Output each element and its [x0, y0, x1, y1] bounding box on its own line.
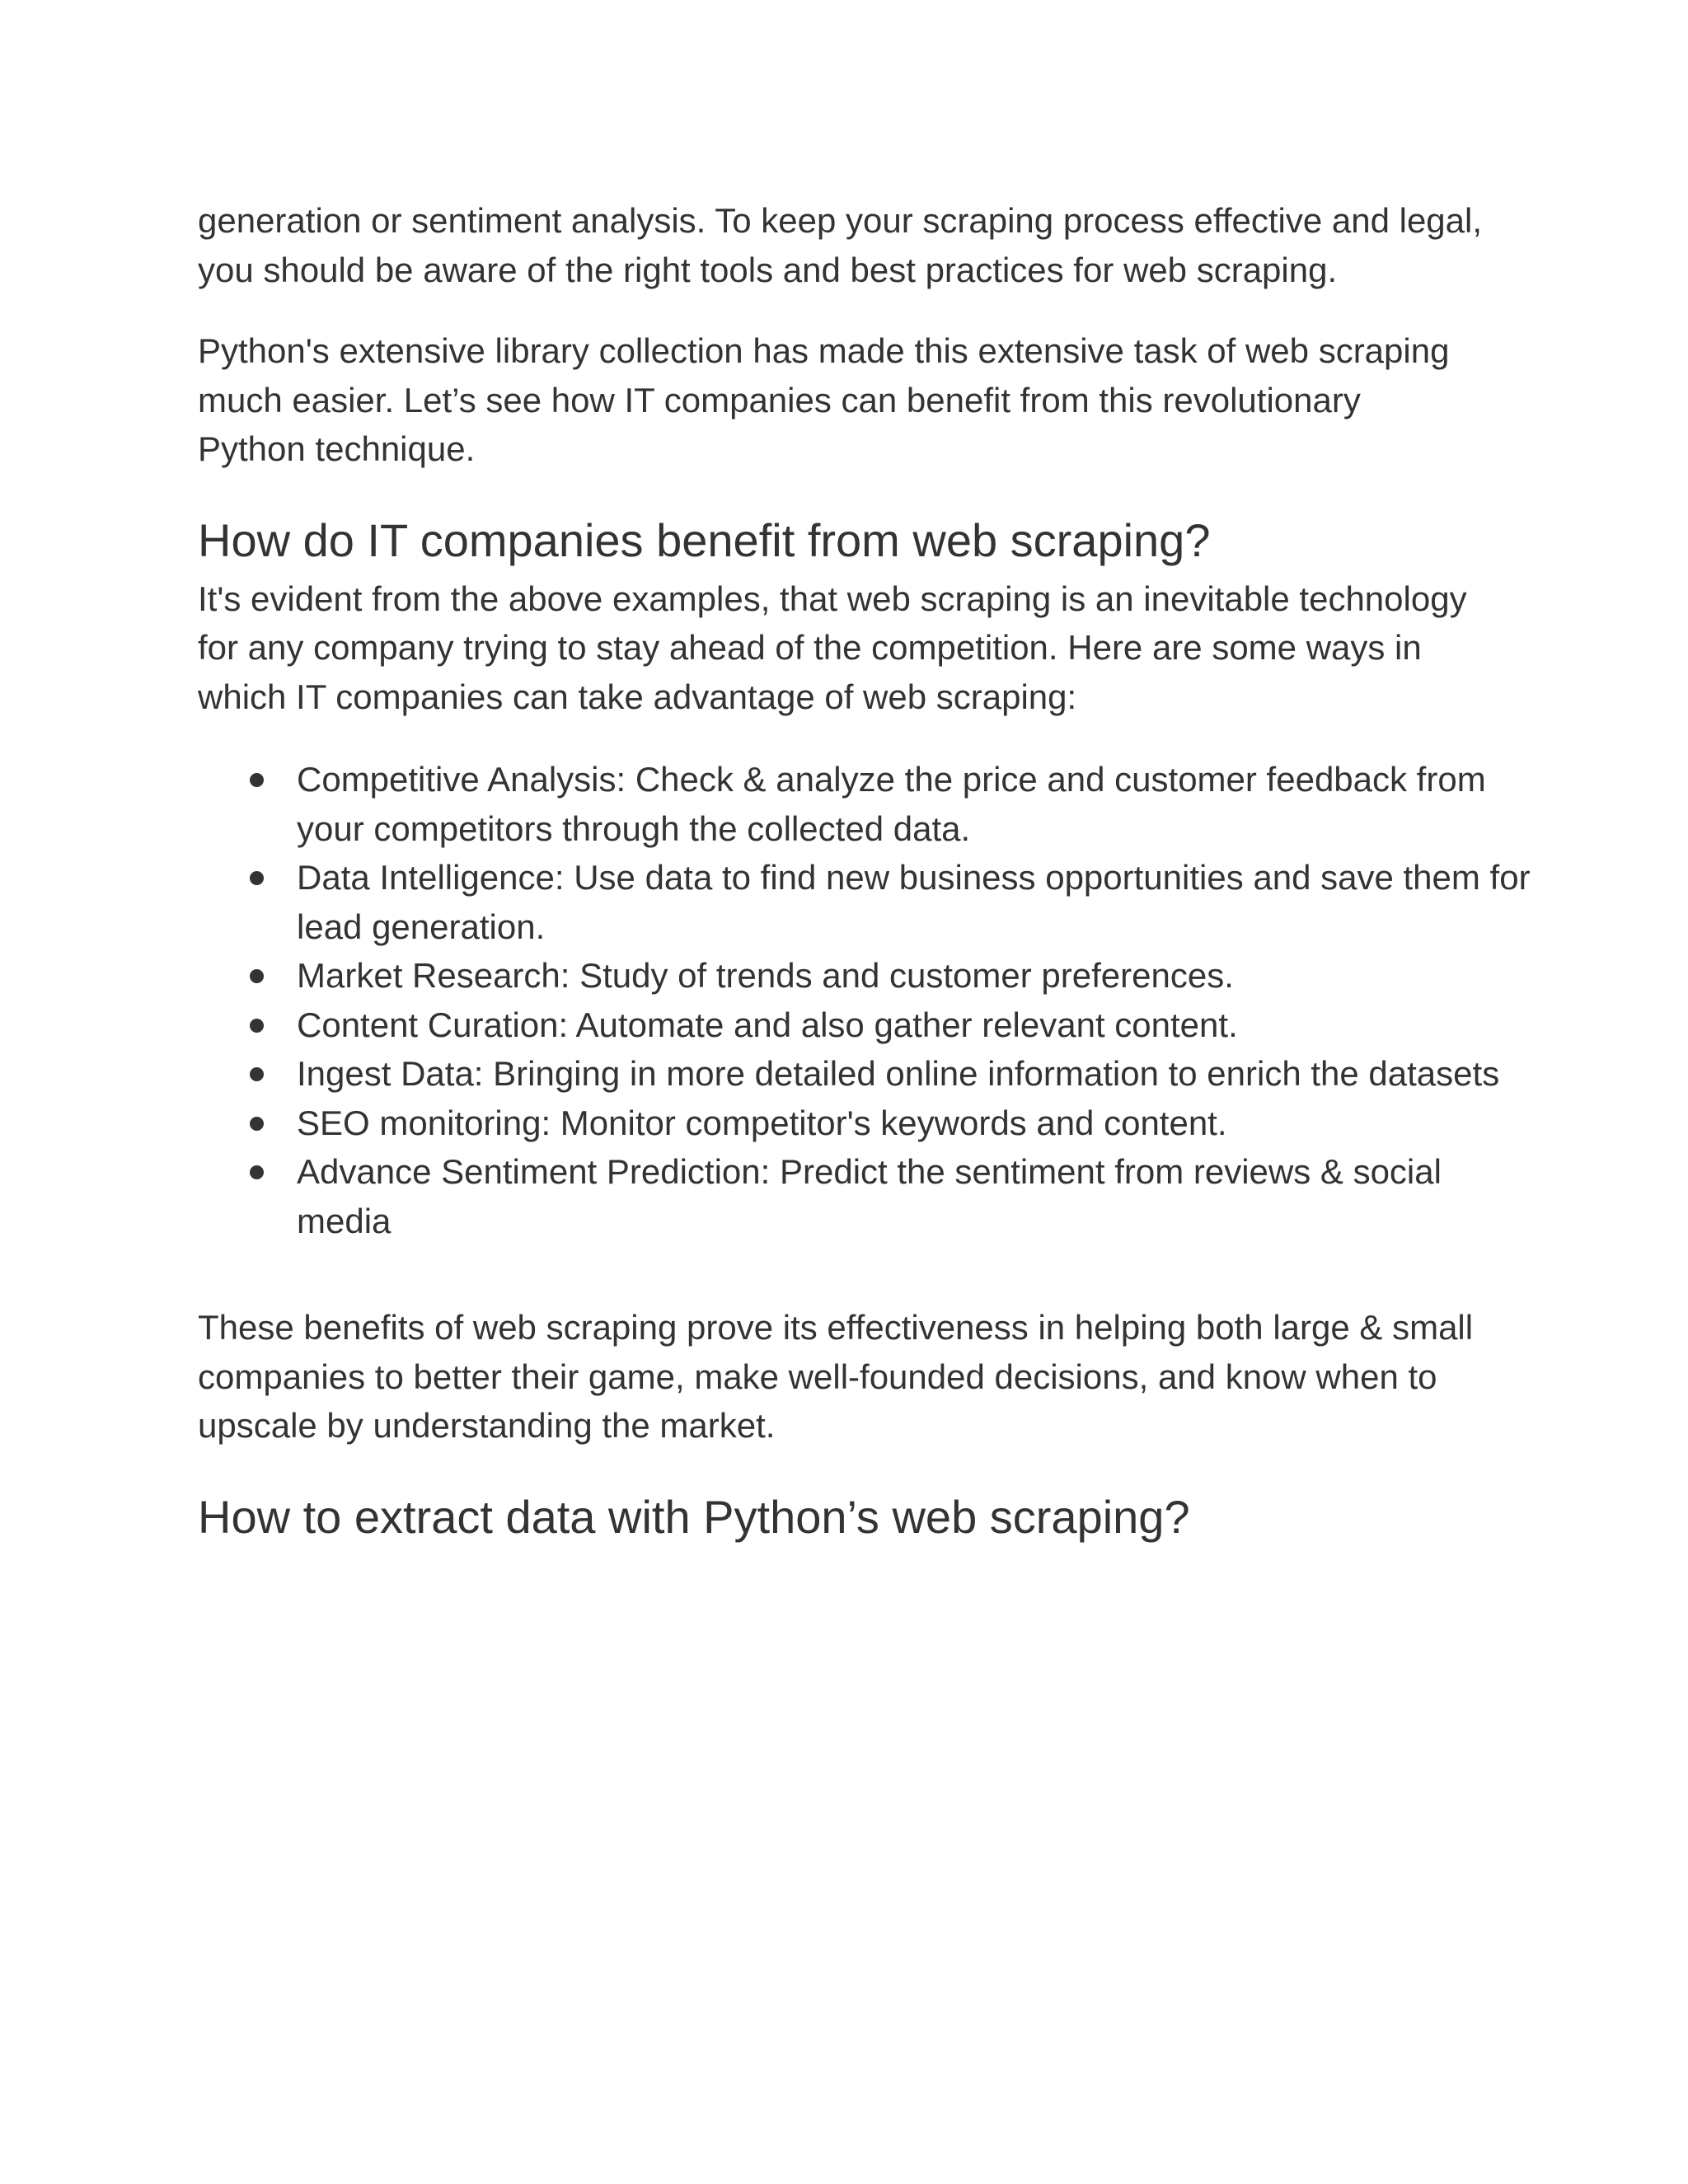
list-item-text: Content Curation: Automate and also gather relevant content. [297, 1005, 1238, 1044]
paragraph-benefits-conclusion: These benefits of web scraping prove its effectiveness in helping both large & small companies to better their game, make well-founded decisions, and know when to upscale by understanding the market. [198, 1308, 1474, 1445]
bullet-icon [250, 1019, 264, 1033]
list-item [198, 853, 1533, 951]
benefits-list [198, 755, 1533, 1245]
bullet-icon [250, 1117, 264, 1131]
bullet-icon [250, 1165, 264, 1179]
list-item-text: Data Intelligence: Use data to find new business opportunities and save them for lead generation. [297, 858, 1531, 946]
list-item [198, 1099, 1533, 1148]
paragraph-python-library: Python's extensive library collection has made this extensive task of web scraping much easier. Let’s see how IT companies can benefit from this revolutionary Python technique. [198, 331, 1450, 468]
bullet-icon [250, 969, 264, 983]
list-item [198, 1147, 1533, 1245]
list-item [198, 1001, 1533, 1050]
list-item-text: Market Research: Study of trends and customer preferences. [297, 956, 1234, 995]
list-item-text: Advance Sentiment Prediction: Predict the sentiment from reviews & social media [297, 1152, 1442, 1240]
document-page [198, 196, 1533, 1546]
list-item-text: SEO monitoring: Monitor competitor's keywords and content. [297, 1103, 1227, 1142]
heading-extract: How to extract data with Python’s web scraping? [198, 1490, 1190, 1543]
list-item-text: Competitive Analysis: Check & analyze the price and customer feedback from your competitors through the collected data. [297, 760, 1486, 848]
paragraph-intro-continued: generation or sentiment analysis. To keep your scraping process effective and legal, you should be aware of the right tools and best practices for web scraping. [198, 201, 1483, 289]
bullet-icon [250, 871, 264, 885]
heading-benefits: How do IT companies benefit from web scraping? [198, 513, 1211, 566]
list-item [198, 1049, 1533, 1099]
paragraph-benefits-intro: It's evident from the above examples, that web scraping is an inevitable technology for any company trying to stay ahead of the competition. Here are some ways in which IT companies can take advantage of web scraping: [198, 579, 1467, 716]
list-item [198, 755, 1533, 853]
list-item-text: Ingest Data: Bringing in more detailed online information to enrich the datasets [297, 1054, 1500, 1093]
bullet-icon [250, 1067, 264, 1081]
list-item [198, 951, 1533, 1001]
bullet-icon [250, 773, 264, 787]
